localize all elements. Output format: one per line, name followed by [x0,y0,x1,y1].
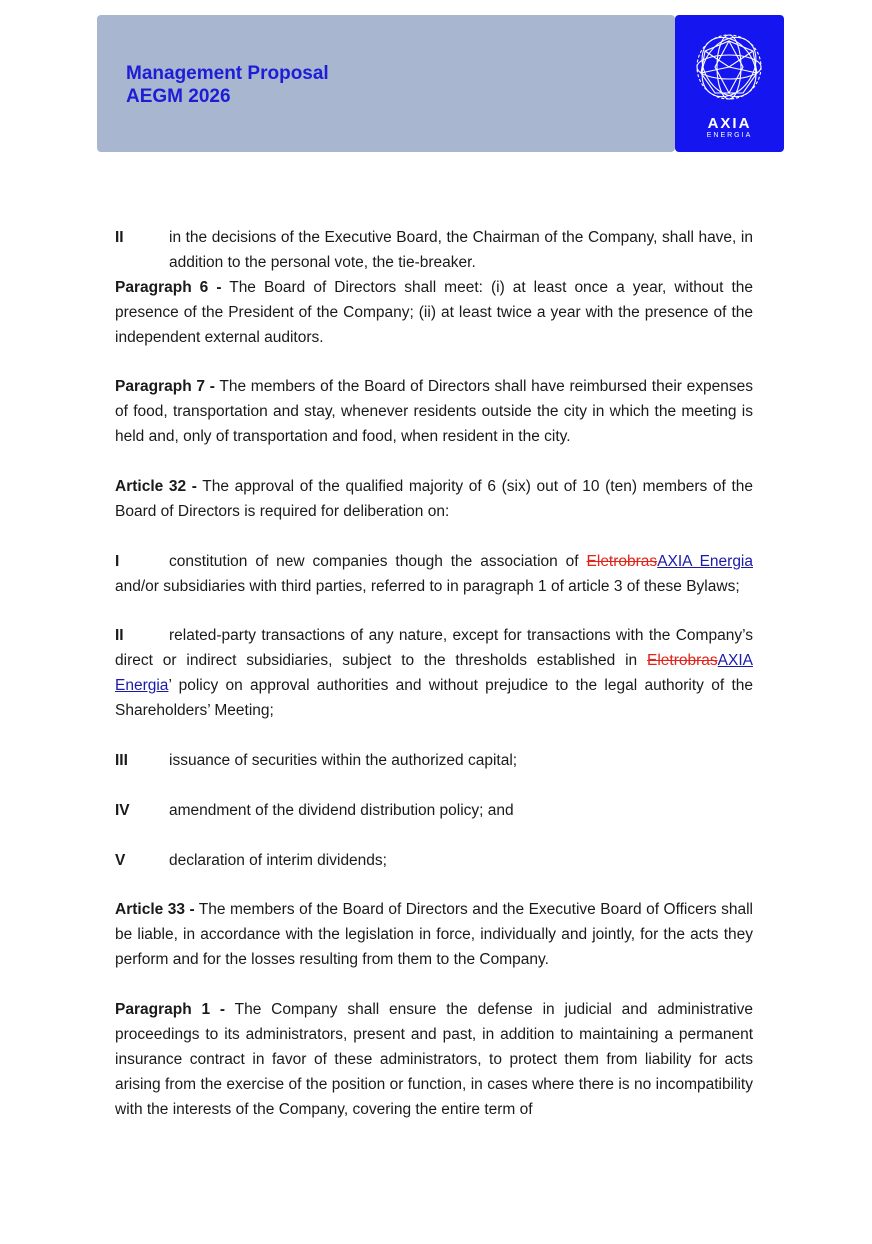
item-text: amendment of the dividend distribution policy; and [169,801,514,819]
article-label: Article 33 - [115,901,195,919]
item-text: related-party transactions of any nature, except for transactions with the Company’s direct or indirect subsidiaries, subject to the thresholds established in [115,627,753,670]
header-band [97,15,675,152]
item-text: in the decisions of the Executive Board, the Chairman of the Company, shall have, in addition to the personal vote, the tie-breaker. [169,229,753,271]
article-32-item-ii [115,624,753,724]
globe-icon [695,33,763,101]
item-number: I [115,552,120,570]
item-text: declaration of interim dividends; [169,851,387,869]
article-32-item-iii [115,749,753,774]
paragraph-text: The Board of Directors shall meet: (i) at least once a year, without the presence of the President of the Company; (ii) at least twice a year with the presence of the independent external auditors. [115,278,753,346]
logo-subtitle: ENERGIA [706,132,753,139]
deleted-text: Eletrobras [647,652,718,670]
article-32-item-i [115,550,753,600]
paragraph-6 [115,276,753,351]
item-text: issuance of securities within the authorized capital; [169,751,518,769]
article-32-item-v [115,849,753,874]
item-text: constitution of new companies though the association of [169,552,587,570]
deleted-text: Eletrobras [586,552,658,570]
document-title [126,62,329,108]
item-text-after: and/or subsidiaries with third parties, referred to in paragraph 1 of article 3 of these Bylaws; [115,577,740,595]
article-32-item-iv [115,799,753,824]
article-text: The members of the Board of Directors and the Executive Board of Officers shall be liable, in accordance with the legislation in force, individually and jointly, for the acts they perform and for the losses resulting from them to the Company. [115,901,753,969]
article-33 [115,898,753,973]
paragraph-label: Paragraph 7 - [115,378,215,396]
item-number: II [115,627,124,645]
paragraph-label: Paragraph 6 - [115,278,222,296]
article-33-paragraph-1 [115,998,753,1123]
paragraph-label: Paragraph 1 - [115,1000,226,1018]
item-number: II [115,229,124,246]
paragraph-text: The members of the Board of Directors shall have reimbursed their expenses of food, transportation and stay, whenever residents outside the city in which the meeting is held and, only of transportation and food, when resident in the city. [115,378,754,446]
list-item-ii [115,226,753,276]
paragraph-text: The Company shall ensure the defense in judicial and administrative proceedings to its administrators, present and past, in addition to maintaining a permanent insurance contract in favor of these administrators, to protect them from liability for acts arising from the exercise of the position or function, in cases where there is no incompatibility with the interests of the Company, covering the entire term of [115,1000,753,1118]
article-text: The approval of the qualified majority of 6 (six) out of 10 (ten) members of the Board of Directors is required for deliberation on: [115,478,753,520]
axia-logo [675,15,784,152]
logo-wordmark: AXIA [707,115,752,132]
title-line-2: AEGM 2026 [126,86,231,107]
article-32 [115,475,753,525]
item-number: V [115,851,126,869]
article-label: Article 32 - [115,478,197,496]
item-text-after: ’ policy on approval authorities and without prejudice to the legal authority of the Shareholders’ Meeting; [115,677,753,720]
title-line-1: Management Proposal [126,63,329,84]
inserted-text: AXIA Energia [657,552,753,570]
item-number: III [115,751,128,769]
document-body [115,226,753,1122]
item-number: IV [115,801,130,819]
paragraph-7 [115,375,753,450]
inserted-text: AXIA Energia [115,652,753,695]
